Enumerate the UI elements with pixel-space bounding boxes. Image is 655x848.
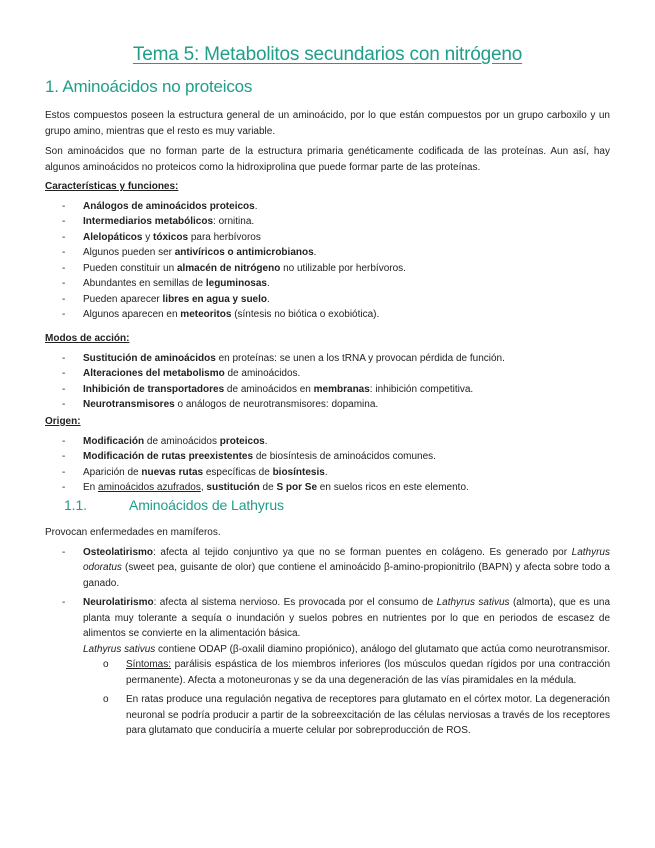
list-item: - Alelopáticos y tóxicos para herbívoros <box>45 230 610 246</box>
list-item: - Sustitución de aminoácidos en proteínas: se unen a los tRNA y provocan pérdida de función. <box>45 351 610 367</box>
list-item: - Aparición de nuevas rutas específicas de biosíntesis. <box>45 465 610 481</box>
list-item: - Neurotransmisores o análogos de neurotransmisores: dopamina. <box>45 397 610 413</box>
list-item: - Análogos de aminoácidos proteicos. <box>45 199 610 215</box>
subsection-number: 1.1. <box>64 497 87 513</box>
list-item: - Intermediarios metabólicos: ornitina. <box>45 214 610 230</box>
list-item: - Alteraciones del metabolismo de aminoácidos. <box>45 366 610 382</box>
subsection-title: Aminoácidos de Lathyrus <box>129 497 284 513</box>
list-item-neurolatirismo: - Neurolatirismo: afecta al sistema nervioso. Es provocada por el consumo de Lathyrus sativus (almorta), que es una planta muy tolerante a sequía o inundación y suelos pobres en nutrientes por lo que en periodos de escasez de alimentos se convierte en la alimentación básica. Lathyrus sativus contiene ODAP (β-oxalil diamino propiónico), análogo del glutamato que actúa como neurotransmisor. <box>45 595 610 657</box>
subsection-heading-lathyrus <box>64 497 284 513</box>
paragraph-definition: Son aminoácidos que no forman parte de la estructura primaria genéticamente codificada de las proteínas. Aun así, hay algunos aminoácidos no proteicos como la hidroxiprolina que puede formar parte de las proteínas. <box>45 146 610 173</box>
caracteristicas-label: Características y funciones: <box>45 181 179 192</box>
page-title: Tema 5: Metabolitos secundarios con nitrógeno <box>132 44 523 65</box>
lathyrus-intro: Provocan enfermedades en mamíferos. <box>45 527 221 538</box>
list-item: - Pueden aparecer libres en agua y suelo. <box>45 292 610 308</box>
caracteristicas-list <box>45 199 610 323</box>
list-item-sintomas: o Síntomas: parálisis espástica de los miembros inferiores (los músculos quedan rígidos por una contracción permanente). Afecta a motoneuronas y se da una degeneración de las vías piramidales en la médula. <box>83 657 610 688</box>
list-item-ratas: o En ratas produce una regulación negativa de receptores para glutamato en el córtex motor. La degeneración neuronal se podría producir a partir de la sobreexcitación de las células nerviosas a través de los receptores para glutamato que conduciría a muerte celular por sobreproducción de ROS. <box>83 692 610 739</box>
section-heading-aminoacidos-no-proteicos: 1. Aminoácidos no proteicos <box>45 77 253 96</box>
paragraph-structure: Estos compuestos poseen la estructura general de un aminoácido, por lo que están compuestos por un grupo carboxilo y un grupo amino, mientras que el resto es muy variable. <box>45 110 610 137</box>
list-item: - Pueden constituir un almacén de nitrógeno no utilizable por herbívoros. <box>45 261 610 277</box>
neurolatirismo-sublist <box>45 657 610 739</box>
list-item: - Modificación de aminoácidos proteicos. <box>45 434 610 450</box>
lathyrus-section <box>45 525 610 739</box>
origen-section <box>45 414 610 496</box>
list-item: - Modificación de rutas preexistentes de biosíntesis de aminoácidos comunes. <box>45 449 610 465</box>
list-item-osteolatirismo: - Osteolatirismo: afecta al tejido conjuntivo ya que no se forman puentes en colágeno. Es generado por Lathyrus odoratus (sweet pea, guisante de olor) que contiene el aminoácido β-amino-propionitrilo (BAPN) y afecta sobre todo a ganado. <box>45 545 610 592</box>
list-item: - Algunos pueden ser antivíricos o antimicrobianos. <box>45 245 610 261</box>
lathyrus-list <box>45 545 610 658</box>
list-item: - Inhibición de transportadores de aminoácidos en membranas: inhibición competitiva. <box>45 382 610 398</box>
modos-label: Modos de acción: <box>45 333 130 344</box>
caracteristicas-section <box>45 179 610 323</box>
list-item: - Abundantes en semillas de leguminosas. <box>45 276 610 292</box>
origen-label: Origen: <box>45 416 81 427</box>
modos-section <box>45 331 610 413</box>
list-item: - En aminoácidos azufrados, sustitución de S por Se en suelos ricos en este elemento. <box>45 480 610 496</box>
origen-list <box>45 434 610 496</box>
intro-paragraphs <box>45 108 610 175</box>
list-item: - Algunos aparecen en meteoritos (síntesis no biótica o exobiótica). <box>45 307 610 323</box>
modos-list <box>45 351 610 413</box>
